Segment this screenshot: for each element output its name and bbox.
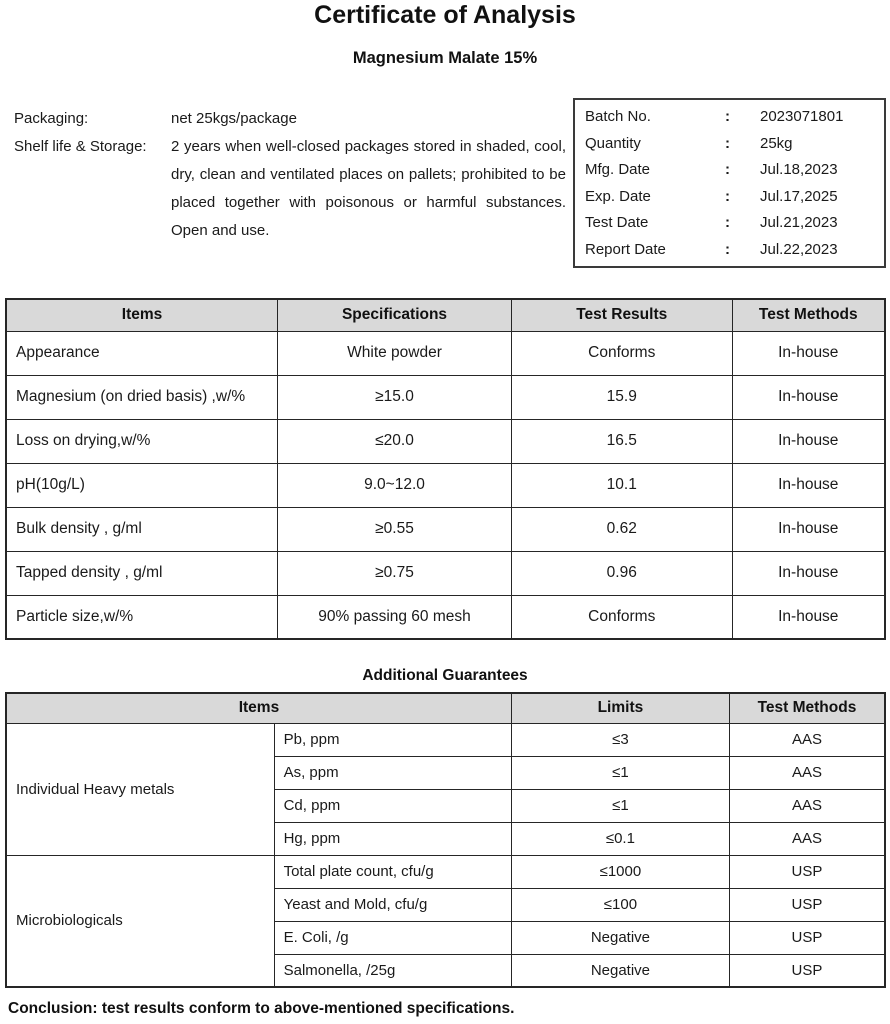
quantity-value: 25kg bbox=[760, 134, 793, 152]
storage-label: Shelf life & Storage: bbox=[14, 138, 147, 155]
cell-item: Yeast and Mold, cfu/g bbox=[274, 888, 511, 921]
cell-method: AAS bbox=[729, 723, 885, 756]
table-row bbox=[6, 595, 885, 639]
col-header-test-methods: Test Methods bbox=[732, 299, 885, 331]
batch-no-value: 2023071801 bbox=[760, 108, 844, 126]
cell-item: Particle size,w/% bbox=[6, 595, 278, 639]
cell-result: Conforms bbox=[511, 331, 732, 375]
packaging-row bbox=[14, 105, 566, 133]
cell-spec: 90% passing 60 mesh bbox=[278, 595, 512, 639]
cell-method: In-house bbox=[732, 507, 885, 551]
separator: : bbox=[725, 134, 730, 152]
table-row bbox=[6, 723, 885, 756]
storage-line: 2 years when well-closed packages stored in shaded, cool, bbox=[171, 138, 566, 155]
table-header-row bbox=[6, 299, 885, 331]
group-heavy-metals: Individual Heavy metals bbox=[6, 723, 274, 855]
packaging-label: Packaging: bbox=[14, 110, 89, 127]
page-title: Certificate of Analysis bbox=[314, 1, 576, 29]
specification-table bbox=[5, 298, 886, 640]
cell-method: AAS bbox=[729, 789, 885, 822]
separator: : bbox=[725, 187, 730, 205]
cell-limit: ≤3 bbox=[511, 723, 729, 756]
storage-line: dry, clean and ventilated places on pallets; prohibited to be bbox=[171, 166, 566, 183]
quantity-label: Quantity bbox=[585, 134, 641, 152]
cell-method: USP bbox=[729, 921, 885, 954]
batch-row bbox=[585, 157, 884, 183]
storage-line: Open and use. bbox=[171, 222, 270, 239]
table-header-row bbox=[6, 693, 885, 723]
separator: : bbox=[725, 161, 730, 179]
cell-method: USP bbox=[729, 855, 885, 888]
batch-row bbox=[585, 104, 884, 130]
cell-spec: White powder bbox=[278, 331, 512, 375]
batch-no-label: Batch No. bbox=[585, 108, 651, 126]
cell-result: 0.62 bbox=[511, 507, 732, 551]
cell-item: Hg, ppm bbox=[274, 822, 511, 855]
batch-row bbox=[585, 210, 884, 236]
cell-spec: ≥0.55 bbox=[278, 507, 512, 551]
cell-item: Cd, ppm bbox=[274, 789, 511, 822]
storage-text bbox=[171, 133, 566, 245]
table-row bbox=[6, 463, 885, 507]
exp-date-label: Exp. Date bbox=[585, 187, 651, 205]
packaging-value: net 25kgs/package bbox=[171, 110, 297, 127]
table-row bbox=[6, 419, 885, 463]
cell-item: pH(10g/L) bbox=[6, 463, 278, 507]
cell-item: Appearance bbox=[6, 331, 278, 375]
cell-limit: ≤1000 bbox=[511, 855, 729, 888]
batch-row bbox=[585, 236, 884, 262]
cell-method: AAS bbox=[729, 822, 885, 855]
col-header-test-results: Test Results bbox=[511, 299, 732, 331]
conclusion-statement: Conclusion: test results conform to above-mentioned specifications. bbox=[8, 1000, 515, 1017]
table-row bbox=[6, 507, 885, 551]
table-row bbox=[6, 375, 885, 419]
cell-method: In-house bbox=[732, 419, 885, 463]
cell-item: Bulk density , g/ml bbox=[6, 507, 278, 551]
cell-item: E. Coli, /g bbox=[274, 921, 511, 954]
cell-limit: Negative bbox=[511, 954, 729, 987]
col-header-test-methods: Test Methods bbox=[729, 693, 885, 723]
cell-item: Total plate count, cfu/g bbox=[274, 855, 511, 888]
col-header-specifications: Specifications bbox=[278, 299, 512, 331]
product-name: Magnesium Malate 15% bbox=[352, 49, 538, 67]
cell-method: AAS bbox=[729, 756, 885, 789]
cell-result: 16.5 bbox=[511, 419, 732, 463]
cell-method: In-house bbox=[732, 595, 885, 639]
batch-row bbox=[585, 183, 884, 209]
batch-row bbox=[585, 130, 884, 156]
cell-limit: ≤100 bbox=[511, 888, 729, 921]
report-date-label: Report Date bbox=[585, 240, 666, 258]
exp-date-value: Jul.17,2025 bbox=[760, 187, 838, 205]
col-header-items: Items bbox=[6, 299, 278, 331]
separator: : bbox=[725, 214, 730, 232]
cell-result: Conforms bbox=[511, 595, 732, 639]
cell-item: Loss on drying,w/% bbox=[6, 419, 278, 463]
cell-limit: Negative bbox=[511, 921, 729, 954]
cell-spec: ≥0.75 bbox=[278, 551, 512, 595]
cell-item: Magnesium (on dried basis) ,w/% bbox=[6, 375, 278, 419]
group-microbiologicals: Microbiologicals bbox=[6, 855, 274, 987]
cell-spec: ≥15.0 bbox=[278, 375, 512, 419]
cell-method: In-house bbox=[732, 331, 885, 375]
cell-spec: 9.0~12.0 bbox=[278, 463, 512, 507]
separator: : bbox=[725, 108, 730, 126]
mfg-date-label: Mfg. Date bbox=[585, 161, 651, 179]
cell-method: USP bbox=[729, 888, 885, 921]
guarantees-table bbox=[5, 692, 886, 988]
test-date-label: Test Date bbox=[585, 214, 649, 232]
batch-info-box bbox=[573, 98, 886, 268]
cell-item: Tapped density , g/ml bbox=[6, 551, 278, 595]
cell-result: 15.9 bbox=[511, 375, 732, 419]
table-row bbox=[6, 855, 885, 888]
cell-result: 10.1 bbox=[511, 463, 732, 507]
cell-limit: ≤0.1 bbox=[511, 822, 729, 855]
col-header-items: Items bbox=[6, 693, 511, 723]
cell-method: In-house bbox=[732, 463, 885, 507]
additional-guarantees-heading: Additional Guarantees bbox=[362, 667, 528, 684]
cell-item: Pb, ppm bbox=[274, 723, 511, 756]
test-date-value: Jul.21,2023 bbox=[760, 214, 838, 232]
packaging-storage-info bbox=[14, 105, 566, 245]
cell-limit: ≤1 bbox=[511, 789, 729, 822]
report-date-value: Jul.22,2023 bbox=[760, 240, 838, 258]
cell-item: As, ppm bbox=[274, 756, 511, 789]
cell-item: Salmonella, /25g bbox=[274, 954, 511, 987]
cell-method: In-house bbox=[732, 551, 885, 595]
cell-method: USP bbox=[729, 954, 885, 987]
cell-limit: ≤1 bbox=[511, 756, 729, 789]
table-row bbox=[6, 551, 885, 595]
storage-line: placed together with poisonous or harmful substances. bbox=[171, 194, 566, 211]
cell-method: In-house bbox=[732, 375, 885, 419]
separator: : bbox=[725, 240, 730, 258]
mfg-date-value: Jul.18,2023 bbox=[760, 161, 838, 179]
col-header-limits: Limits bbox=[511, 693, 729, 723]
table-row bbox=[6, 331, 885, 375]
cell-result: 0.96 bbox=[511, 551, 732, 595]
storage-row bbox=[14, 133, 566, 245]
cell-spec: ≤20.0 bbox=[278, 419, 512, 463]
